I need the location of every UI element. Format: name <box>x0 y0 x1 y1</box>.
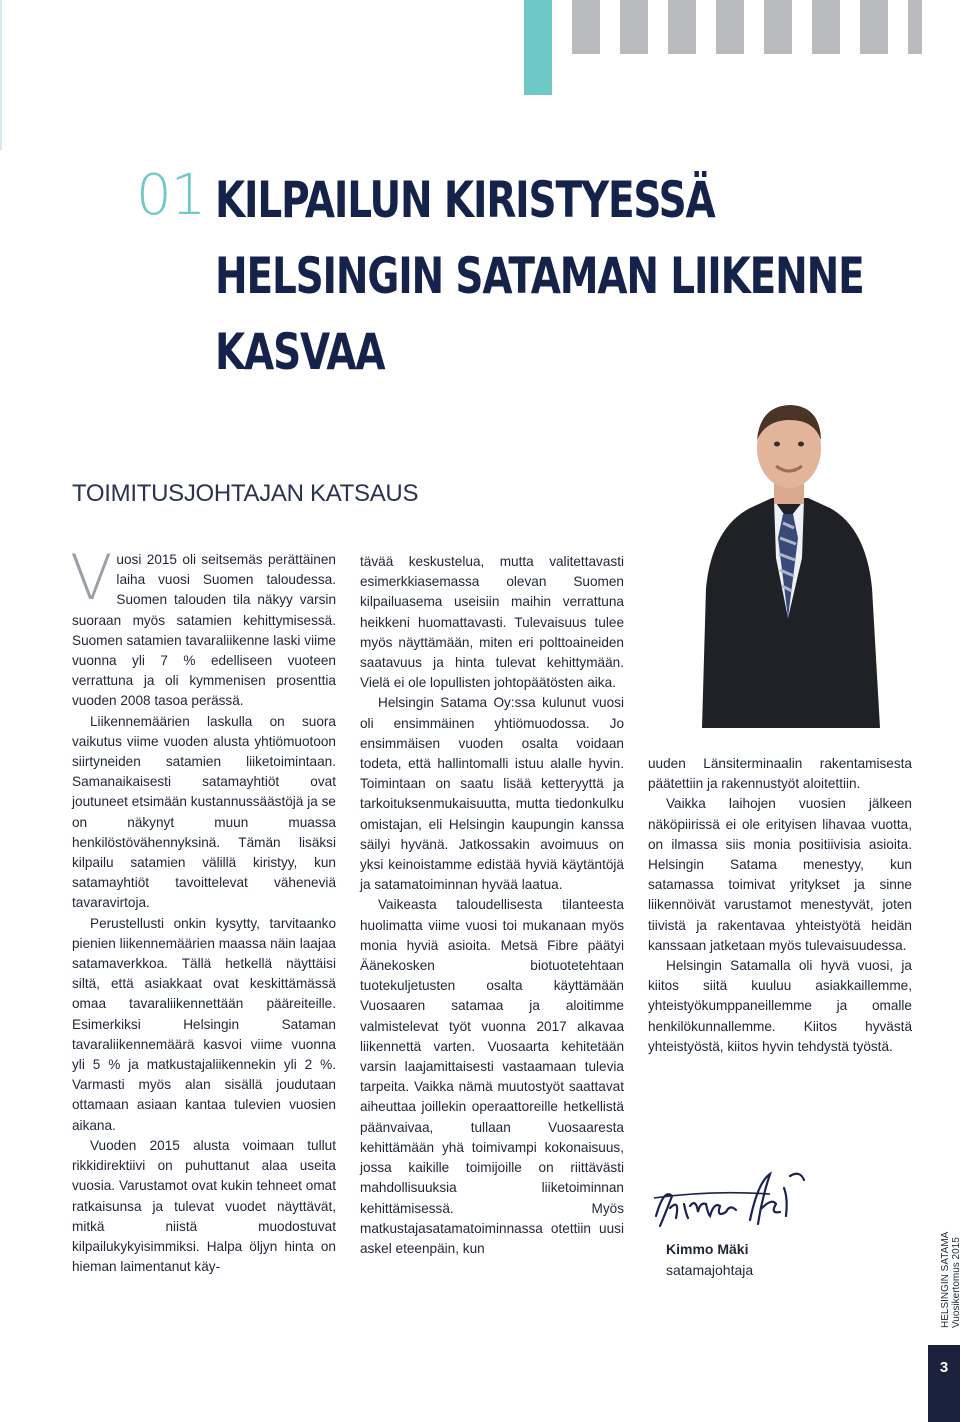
gray-decor-bar <box>908 0 922 54</box>
chapter-title-line: KILPAILUN KIRISTYESSÄ <box>215 171 715 229</box>
gray-decor-bar <box>668 0 696 54</box>
left-edge-line <box>0 0 2 150</box>
signature-image <box>650 1168 810 1238</box>
paragraph: uuden Länsiterminaalin rakentamisesta päätettiin ja rakennustyöt aloitettiin. <box>648 756 912 792</box>
paragraph <box>70 541 336 712</box>
ceo-portrait <box>690 388 886 728</box>
paragraph: Helsingin Satama Oy:ssa kulunut vuosi oli ensimmäinen yhtiömuodossa. Jo ensimmäisen vuoden osalta voidaan todeta, että hallintomalli istuu alalle hyvin. Toimintaan on saatu lisää ketteryyttä ja tarkoituksenmukaisuutta, mutta tiedonkulku omistajan, eli Helsingin kaupungin kanssa säilyi hyvänä. Jatkossakin avoimuus on yksi keinoistamme edistää hyviä käytäntöjä ja satamatoiminnan hyvää laatua. <box>360 695 624 893</box>
gray-decor-bar <box>716 0 744 54</box>
chapter-title-line: KASVAA <box>215 323 385 381</box>
gray-decor-bar <box>860 0 888 54</box>
chapter-title <box>215 162 864 390</box>
paragraph: Vaikeasta taloudellisesta tilanteesta huolimatta viime vuosi toi mukanaan myös monia hyviä asioita. Metsä Fibre päätyi Äänekosken biotuotetehtaan tuotekuljetusten osalta käyttämään Vuosaaren satamaa ja aloitimme valmistelevat työt vuonna 2017 alkavaa liikennettä varten. Vuosaarta kehitetään varsin laajamittaisesti vastaamaan tulevia tarpeita. Vaikka nämä muutostyöt saattavat aiheuttaa joillekin operaattoreille hetkellistä päänvaivaa, tullaan Vuosaaresta kehittämään yhä toimivampi kokonaisuus, jossa kaikille toimijoille on riittävästi mahdollisuuksia liiketoiminnan kehittämisessä. Myös matkustajasatamatoiminnassa otettiin uusi askel eteenpäin, kun <box>360 897 624 1256</box>
paragraph: Vuoden 2015 alusta voimaan tullut rikkidirektiivi on puhuttanut alaa useita vuosia. Varustamot ovat kukin tehneet omat ratkaisunsa ja tulevat vuodet näyttävät, mitkä niistä muodostuvat kilpailukykyisimmiksi. Halpa öljyn hinta on hieman laimentanut käy- <box>72 1137 336 1275</box>
gray-decor-bar <box>764 0 792 54</box>
side-caption-publisher: HELSINGIN SATAMA <box>940 1231 951 1328</box>
paragraph-text: uosi 2015 oli seitsemäs perättäinen laiha vuosi Suomen taloudessa. Suomen talouden tila näkyy varsin suoraan myös satamien kehittymisessä. Suomen satamien tavaraliikenne laski viime vuonna yli 7 % edelliseen vuoteen verrattuna ja oli kymmenisen prosenttia vuoden 2008 tasoa perässä. <box>72 552 336 709</box>
paragraph: Vaikka laihojen vuosien jälkeen näköpiirissä ei ole erityisen lihavaa vuotta, on ilmassa siis monia positiivisia asioita. Helsingin Satama menestyy, kun satamassa toimivat yritykset ja sinne liikennöivät varustamot menestyvät, joten tiivistä ja rakentavaa yhteistyötä heidän kanssaan jatketaan myös tulevaisuudessa. <box>648 796 912 953</box>
paragraph: tävää keskustelua, mutta valitettavasti esimerkkiasemassa olevan Suomen kilpailuasema useisiin maihin verrattuna heikkeni huomattavasti. Tulevaisuus tulee myös näyttämään, miten eri polttoaineiden saatavuus ja hinta tulevat kehittymään. Vielä ei ole lopullisten johtopäätösten aika. <box>360 554 624 691</box>
chapter-number: 01 <box>136 163 206 228</box>
section-label: TOIMITUSJOHTAJAN KATSAUS <box>72 480 419 507</box>
paragraph: Liikennemäärien laskulla on suora vaikutus viime vuoden alusta yhtiömuotoon siirtyneiden satamien liiketoimintaan. Samanaikaisesti satamayhtiöt ovat joutuneet etsimään kustannussäästöjä ja se on näkynyt muun muassa henkilöstövähennyksinä. Tämän lisäksi kilpailu satamien välillä kiristyy, kun satamayhtiöt tavoittelevat väheneviä tavaravirtoja. <box>72 713 336 911</box>
teal-decor-bar <box>524 0 552 95</box>
side-caption-report: Vuosikertomus 2015 <box>951 1237 962 1328</box>
dropcap: V <box>70 541 113 614</box>
paragraph: Perustellusti onkin kysytty, tarvitaanko pienien liikennemäärien maassa näin laajaa satamaverkkoa. Tällä hetkellä näyttäisi siltä, että asiakkaat ovat keskittämässä omaa tavaraliikennettään pääreiteille. Esimerkiksi Helsingin Sataman tavaraliikennemäärä kasvoi viime vuonna yli 5 % ja matkustajaliikennekin yli 2 %. Varmasti myös alan sisällä joudutaan ottamaan asiaan kantaa tulevien vuosien aikana. <box>72 915 336 1133</box>
signer-title: satamajohtaja <box>666 1262 754 1278</box>
text-column-1 <box>70 541 336 1277</box>
side-caption <box>940 1232 962 1328</box>
gray-decor-bar <box>620 0 648 54</box>
chapter-title-line: HELSINGIN SATAMAN LIIKENNE <box>215 247 864 305</box>
text-column-2 <box>360 552 624 1259</box>
page-number: 3 <box>928 1345 960 1422</box>
gray-decor-bar <box>812 0 840 54</box>
paragraph: Helsingin Satamalla oli hyvä vuosi, ja kiitos siitä kuuluu asiakkaillemme, yhteistyökumppaneillemme ja omalle henkilökunnallemme. Kiitos hyvästä yhteistyöstä, kiitos hyvin tehdystä työstä. <box>648 958 912 1054</box>
gray-decor-bar <box>572 0 600 54</box>
signer-name: Kimmo Mäki <box>666 1241 749 1257</box>
text-column-3 <box>648 754 912 1057</box>
